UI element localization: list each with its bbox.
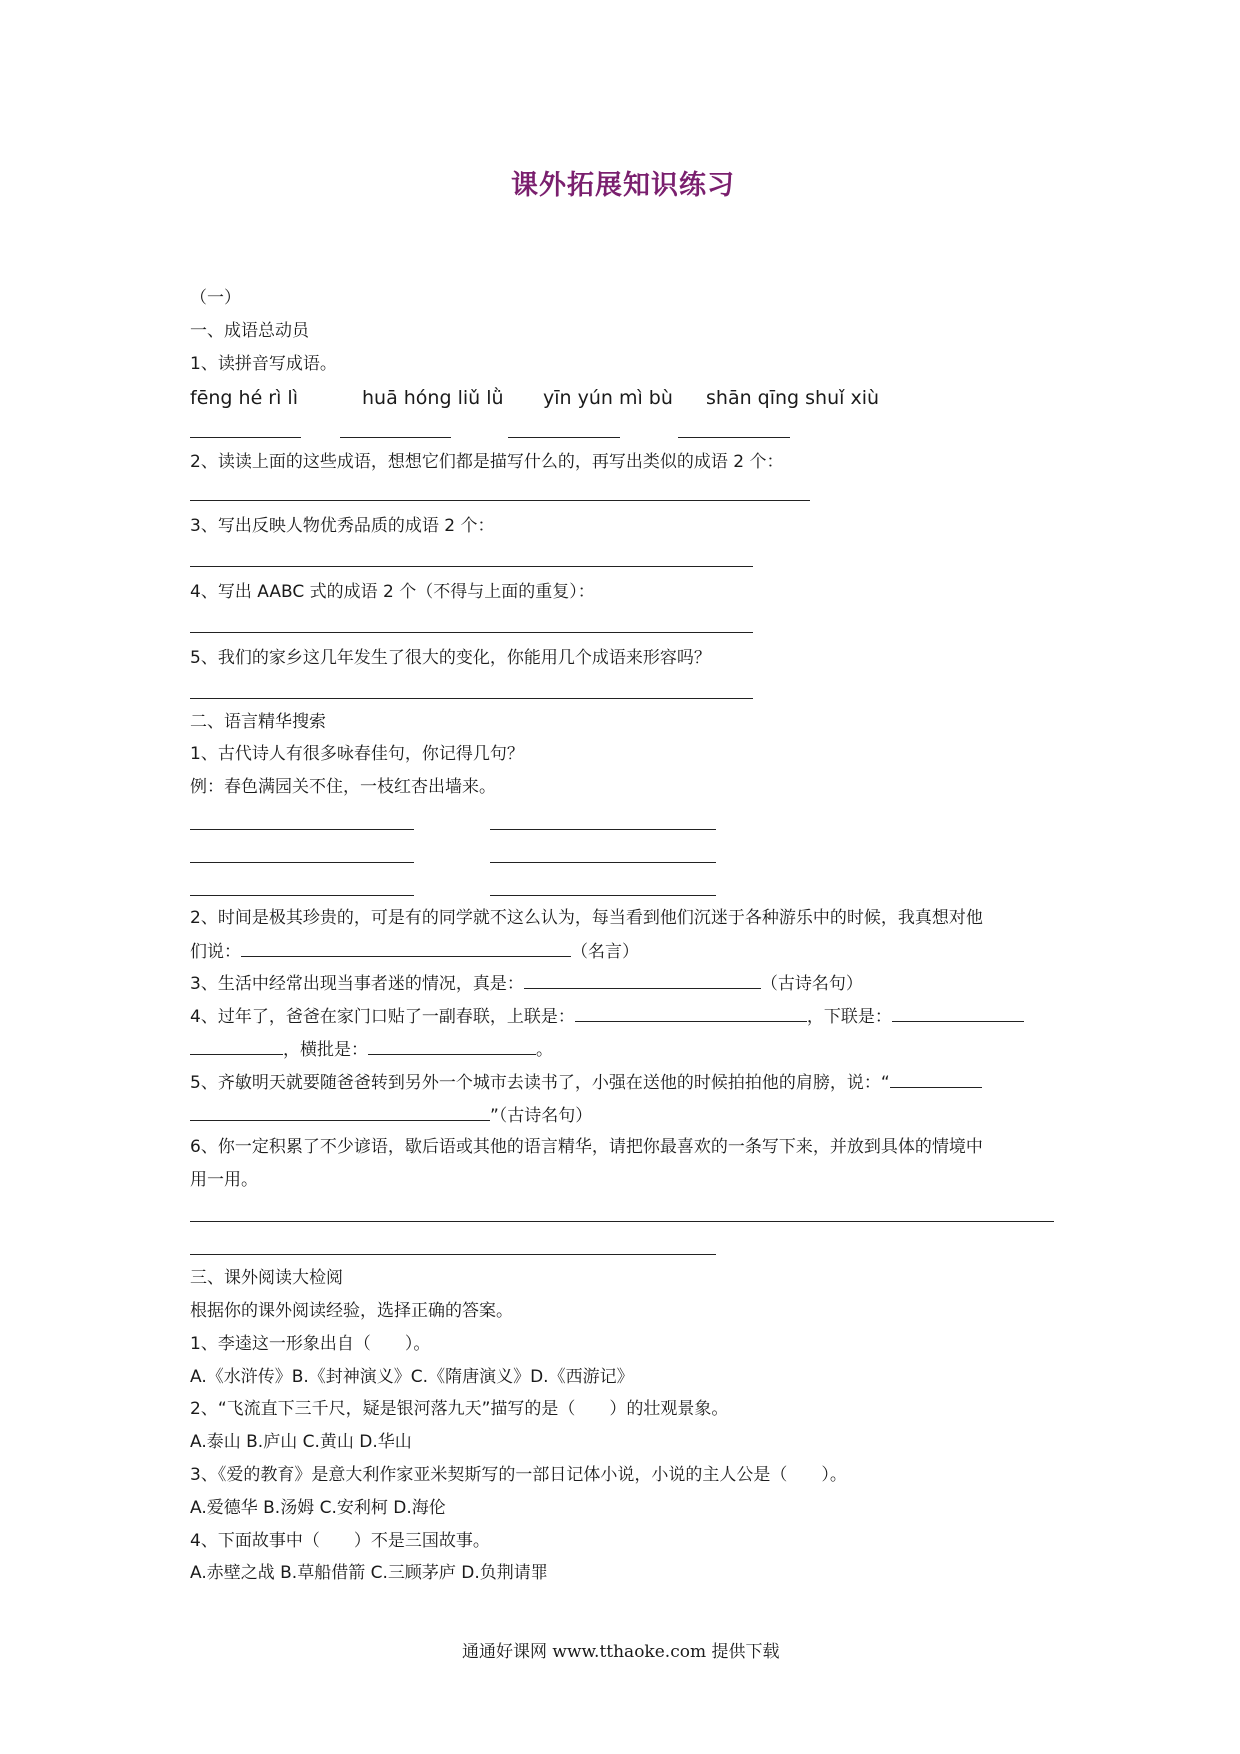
answer-blank[interactable]	[368, 1038, 536, 1055]
question-3-1: 1、李逵这一形象出自（ ）。	[190, 1334, 431, 1354]
answer-blank[interactable]	[524, 972, 761, 989]
question-1-4: 4、写出 AABC 式的成语 2 个（不得与上面的重复）：	[190, 582, 595, 602]
part-label: （一）	[190, 288, 241, 308]
answer-blank[interactable]	[892, 1005, 1024, 1022]
question-3-2-options: A.泰山 B.庐山 C.黄山 D.华山	[190, 1432, 412, 1452]
answer-line[interactable]	[190, 895, 414, 896]
question-3-1-options: A.《水浒传》B.《封神演义》C.《隋唐演义》D.《西游记》	[190, 1367, 634, 1387]
question-2-1: 1、古代诗人有很多咏春佳句，你记得几句？	[190, 744, 524, 764]
answer-line[interactable]	[190, 829, 414, 830]
answer-blank[interactable]	[241, 940, 571, 957]
pinyin-1: fēng hé rì lì	[190, 387, 298, 409]
question-2-5-prefix: 5、齐敏明天就要随爸爸转到另外一个城市去读书了，小强在送他的时候拍拍他的肩膀，说：“	[190, 1073, 890, 1093]
section-heading-reading: 三、课外阅读大检阅	[190, 1268, 343, 1288]
answer-line[interactable]	[490, 829, 716, 830]
question-2-6-cont: 用一用。	[190, 1170, 258, 1190]
answer-line[interactable]	[190, 698, 753, 699]
pinyin-3: yīn yún mì bù	[543, 387, 673, 409]
question-2-2-cont	[190, 940, 639, 963]
answer-line[interactable]	[190, 566, 753, 567]
answer-blank[interactable]	[890, 1071, 982, 1088]
question-2-4	[190, 1005, 1024, 1028]
question-2-2-prefix: 们说：	[190, 942, 241, 962]
answer-line[interactable]	[190, 500, 810, 501]
page-footer: 通通好课网 www.tthaoke.com 提供下载	[462, 1642, 780, 1662]
question-2-2: 2、时间是极其珍贵的，可是有的同学就不这么认为，每当看到他们沉迷于各种游乐中的时候，我真想对他	[190, 908, 983, 928]
answer-line[interactable]	[190, 1254, 716, 1255]
question-1-3: 3、写出反映人物优秀品质的成语 2 个：	[190, 516, 495, 536]
question-2-3-prefix: 3、生活中经常出现当事者迷的情况，真是：	[190, 974, 524, 994]
question-1-1: 1、读拼音写成语。	[190, 354, 337, 374]
question-2-5-cont	[190, 1104, 592, 1127]
answer-line[interactable]	[190, 862, 414, 863]
question-3-4: 4、下面故事中（ ）不是三国故事。	[190, 1531, 490, 1551]
section-heading-idioms: 一、成语总动员	[190, 321, 309, 341]
answer-blank[interactable]	[190, 1104, 490, 1121]
answer-line[interactable]	[508, 437, 620, 438]
question-2-4-cont	[190, 1038, 553, 1061]
pinyin-2: huā hóng liǔ lǜ	[362, 387, 504, 409]
answer-line[interactable]	[678, 437, 790, 438]
answer-line[interactable]	[340, 437, 451, 438]
question-2-3	[190, 972, 863, 995]
answer-blank[interactable]	[190, 1038, 283, 1055]
question-3-3: 3、《爱的教育》是意大利作家亚米契斯写的一部日记体小说，小说的主人公是（ ）。	[190, 1465, 847, 1485]
answer-blank[interactable]	[575, 1005, 807, 1022]
question-2-6: 6、你一定积累了不少谚语，歇后语或其他的语言精华，请把你最喜欢的一条写下来，并放到具体的情境中	[190, 1137, 983, 1157]
page-title: 课外拓展知识练习	[511, 170, 735, 201]
question-1-5: 5、我们的家乡这几年发生了很大的变化，你能用几个成语来形容吗？	[190, 648, 711, 668]
question-2-4-mid: ，下联是：	[806, 1007, 892, 1027]
answer-line[interactable]	[490, 895, 716, 896]
answer-line[interactable]	[190, 437, 301, 438]
example-text: 例：春色满园关不住，一枝红杏出墙来。	[190, 777, 496, 797]
pinyin-4: shān qīng shuǐ xiù	[706, 387, 880, 409]
question-2-4-end: 。	[536, 1040, 553, 1060]
question-2-5-suffix: ”（古诗名句）	[490, 1106, 593, 1126]
question-2-4-prefix: 4、过年了，爸爸在家门口贴了一副春联，上联是：	[190, 1007, 575, 1027]
question-3-3-options: A.爱德华 B.汤姆 C.安利柯 D.海伦	[190, 1498, 446, 1518]
question-2-4-mid2: ，横批是：	[283, 1040, 368, 1060]
question-1-2: 2、读读上面的这些成语，想想它们都是描写什么的，再写出类似的成语 2 个：	[190, 452, 784, 472]
question-3-4-options: A.赤壁之战 B.草船借箭 C.三顾茅庐 D.负荆请罪	[190, 1563, 548, 1583]
question-2-2-suffix: （名言）	[571, 942, 639, 962]
question-3-2: 2、“飞流直下三千尺，疑是银河落九天”描写的是（ ）的壮观景象。	[190, 1399, 729, 1419]
section-heading-language: 二、语言精华搜索	[190, 712, 326, 732]
answer-line[interactable]	[190, 1221, 1054, 1222]
answer-line[interactable]	[190, 632, 753, 633]
question-2-5	[190, 1071, 982, 1094]
answer-line[interactable]	[490, 862, 716, 863]
question-2-3-suffix: （古诗名句）	[760, 974, 863, 994]
section-intro: 根据你的课外阅读经验，选择正确的答案。	[190, 1301, 513, 1321]
